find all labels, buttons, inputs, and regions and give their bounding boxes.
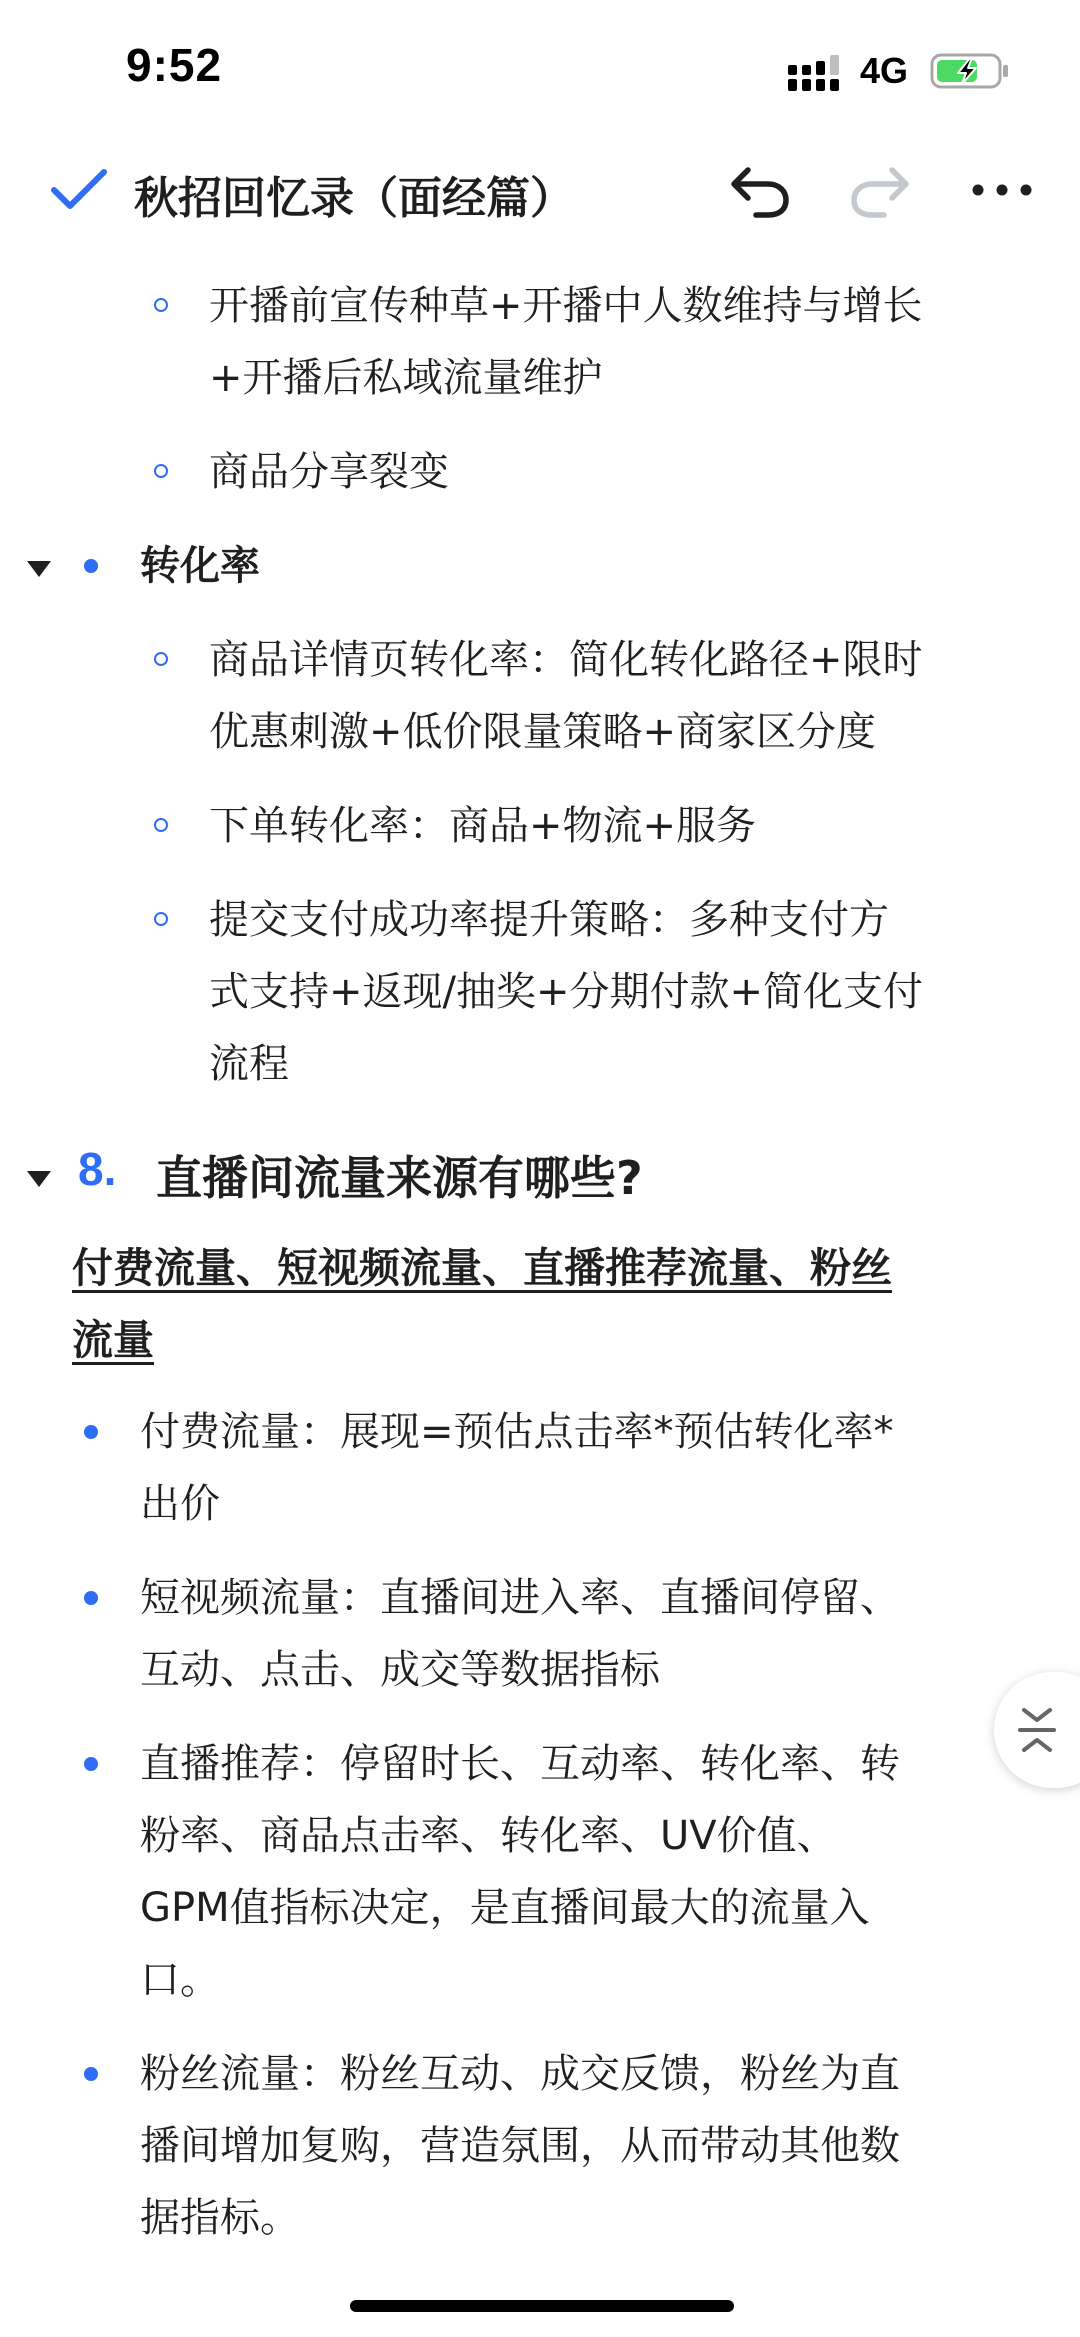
battery-charging-icon xyxy=(930,52,1010,90)
disc-bullet-icon xyxy=(84,1757,98,1771)
list-item[interactable] xyxy=(0,1728,1080,2016)
document-title[interactable]: 秋招回忆录（面经篇） xyxy=(134,173,574,224)
summary-line: 付费流量、短视频流量、直播推荐流量、粉丝 xyxy=(72,1244,892,1292)
list-item-text: 播间增加复购，营造氛围，从而带动其他数 xyxy=(140,2123,900,2169)
collapse-caret-icon[interactable] xyxy=(26,560,52,578)
hollow-bullet-icon xyxy=(154,652,168,666)
signal-bars-icon xyxy=(788,55,844,91)
disc-bullet-icon xyxy=(84,1425,98,1439)
list-item-text: 口。 xyxy=(140,1957,220,2003)
undo-icon[interactable] xyxy=(728,160,792,220)
disc-bullet-icon xyxy=(84,1591,98,1605)
list-item[interactable] xyxy=(0,436,1080,508)
hollow-bullet-icon xyxy=(154,298,168,312)
list-item[interactable] xyxy=(0,2038,1080,2254)
disc-bullet-icon xyxy=(84,2067,98,2081)
list-item-text: 商品分享裂变 xyxy=(209,449,449,495)
list-item-text: 流程 xyxy=(209,1041,289,1087)
hollow-bullet-icon xyxy=(154,912,168,926)
status-bar xyxy=(0,0,1080,140)
home-indicator[interactable] xyxy=(350,2300,734,2312)
redo-icon[interactable] xyxy=(848,160,912,220)
list-item[interactable] xyxy=(0,270,1080,414)
heading-number: 8. xyxy=(78,1143,117,1195)
document-body xyxy=(0,270,1080,2254)
list-item-text: 下单转化率：商品+物流+服务 xyxy=(209,803,757,849)
list-item-text: GPM值指标决定，是直播间最大的流量入 xyxy=(140,1885,870,1931)
list-item-conversion[interactable] xyxy=(0,530,1080,602)
list-item[interactable] xyxy=(0,884,1080,1100)
checkmark-icon[interactable] xyxy=(50,168,108,212)
section-summary[interactable] xyxy=(0,1232,1080,1376)
list-item[interactable] xyxy=(0,790,1080,862)
disc-bullet-icon xyxy=(84,559,98,573)
list-item-text: 商品详情页转化率：简化转化路径+限时 xyxy=(209,637,923,683)
list-item-text: 粉丝流量：粉丝互动、成交反馈，粉丝为直 xyxy=(140,2051,900,2097)
collapse-caret-icon[interactable] xyxy=(26,1170,52,1188)
list-item-text: 提交支付成功率提升策略：多种支付方 xyxy=(209,897,889,943)
network-label: 4G xyxy=(860,50,909,91)
list-item-text: 据指标。 xyxy=(140,2195,300,2241)
list-item-text: 短视频流量：直播间进入率、直播间停留、 xyxy=(140,1575,900,1621)
list-item-text: 转化率 xyxy=(140,543,260,589)
section-heading[interactable] xyxy=(0,1136,1080,1220)
status-time: 9:52 xyxy=(126,39,223,91)
heading-title: 直播间流量来源有哪些? xyxy=(156,1151,643,1205)
list-item-text: 直播推荐：停留时长、互动率、转化率、转 xyxy=(140,1741,900,1787)
list-item-text: 互动、点击、成交等数据指标 xyxy=(140,1647,660,1693)
list-item-text: 粉率、商品点击率、转化率、UV价值、 xyxy=(140,1813,837,1859)
list-item[interactable] xyxy=(0,1562,1080,1706)
hollow-bullet-icon xyxy=(154,818,168,832)
list-item-text: 付费流量：展现=预估点击率*预估转化率* xyxy=(140,1409,894,1455)
more-dots-icon[interactable] xyxy=(970,164,1034,216)
list-item[interactable] xyxy=(0,624,1080,768)
list-item[interactable] xyxy=(0,1396,1080,1540)
editor-toolbar xyxy=(0,140,1080,240)
list-item-text: 式支持+返现/抽奖+分期付款+简化支付 xyxy=(209,969,924,1015)
list-item-text: +开播后私域流量维护 xyxy=(209,355,603,401)
outline-collapse-icon xyxy=(1016,1706,1058,1754)
list-item-text: 开播前宣传种草+开播中人数维持与增长 xyxy=(209,283,923,329)
list-item-text: 出价 xyxy=(140,1481,220,1527)
list-item-text: 优惠刺激+低价限量策略+商家区分度 xyxy=(209,709,877,755)
summary-line: 流量 xyxy=(72,1316,154,1364)
hollow-bullet-icon xyxy=(154,464,168,478)
